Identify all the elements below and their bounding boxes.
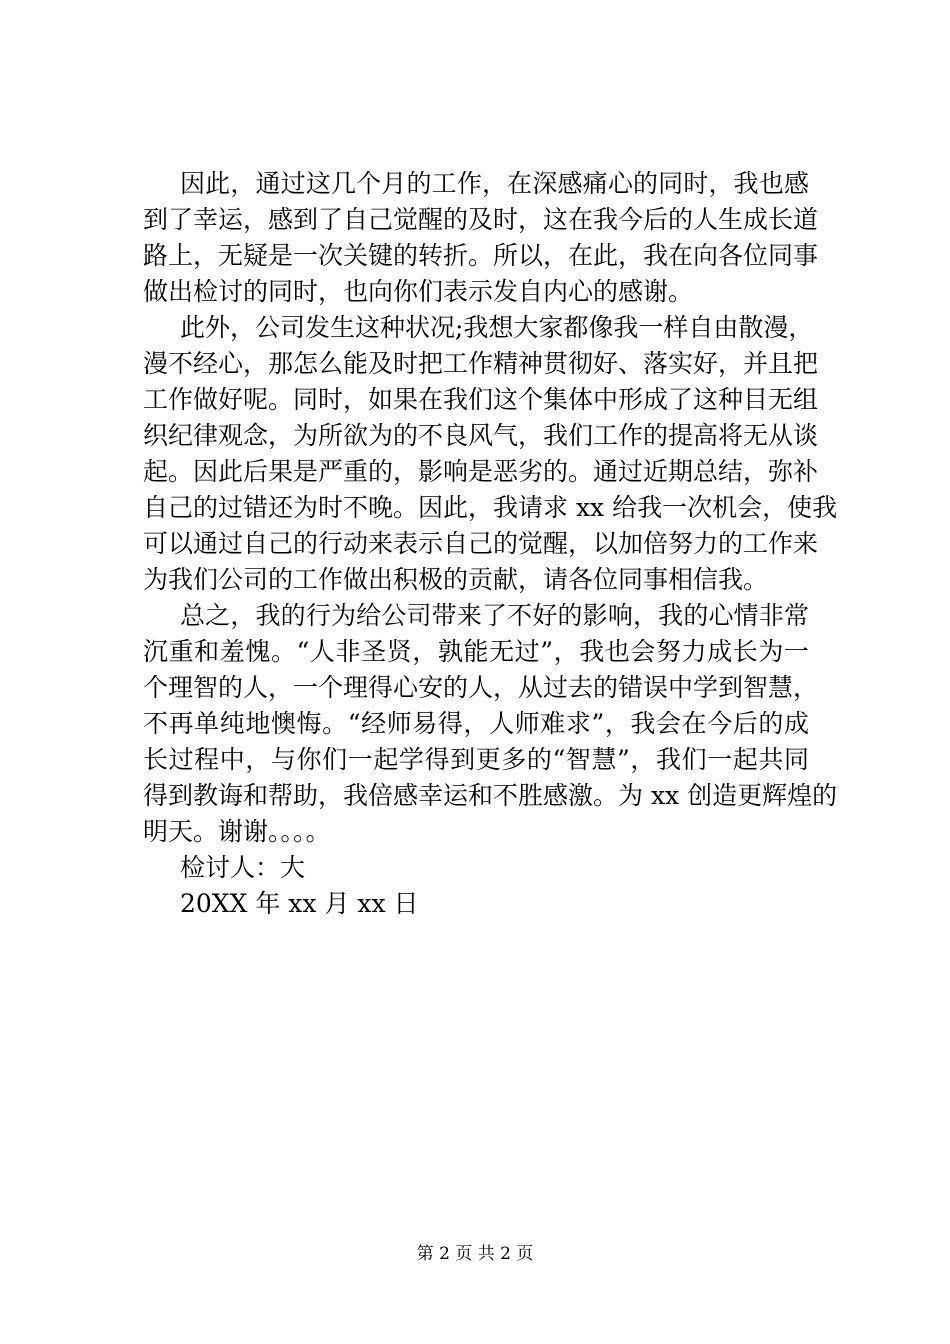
paragraph-2-line-1: 此外，公司发生这种状况;我想大家都像我一样自由散漫， (180, 313, 814, 342)
paragraph-1-line-1: 因此，通过这几个月的工作，在深感痛心的同时，我也感 (180, 169, 809, 198)
paragraph-3-line-3: 个理智的人，一个理得心安的人，从过去的错误中学到智慧， (143, 673, 819, 702)
date-line: 20XX 年 xx 月 xx 日 (180, 889, 419, 918)
paragraph-3-line-4: 不再单纯地懊悔。“经师易得，人师难求”，我会在今后的成 (143, 709, 809, 738)
paragraph-3-line-5: 长过程中，与你们一起学得到更多的“智慧”，我们一起共同 (143, 745, 809, 774)
paragraph-2-line-3: 工作做好呢。同时，如果在我们这个集体中形成了这种目无组 (143, 385, 819, 414)
paragraph-3-line-2: 沉重和羞愧。“人非圣贤，孰能无过”，我也会努力成长为一 (143, 637, 809, 666)
paragraph-3-line-6: 得到教诲和帮助，我倍感幸运和不胜感激。为 xx 创造更辉煌的 (143, 781, 838, 810)
paragraph-1-line-2: 到了幸运，感到了自己觉醒的及时，这在我今后的人生成长道 (143, 205, 819, 234)
paragraph-1-line-3: 路上，无疑是一次关键的转折。所以，在此，我在向各位同事 (143, 241, 819, 270)
paragraph-2-line-2: 漫不经心，那怎么能及时把工作精神贯彻好、落实好，并且把 (143, 349, 819, 378)
page-number-label: 第 2 页 共 2 页 (416, 1244, 534, 1264)
document-body (143, 166, 838, 922)
paragraph-2-line-8: 为我们公司的工作做出积极的贡献，请各位同事相信我。 (143, 565, 769, 594)
paragraph-3-line-7: 明天。谢谢。。。。 (143, 817, 331, 846)
paragraph-2-line-6: 自己的过错还为时不晚。因此，我请求 xx 给我一次机会，使我 (143, 493, 838, 522)
paragraph-2-line-4: 织纪律观念，为所欲为的不良风气，我们工作的提高将无从谈 (143, 421, 819, 450)
paragraph-2-line-5: 起。因此后果是严重的，影响是恶劣的。通过近期总结，弥补 (143, 457, 819, 486)
signature-line: 检讨人：大 (180, 853, 306, 882)
paragraph-2-line-7: 可以通过自己的行动来表示自己的觉醒，以加倍努力的工作来 (143, 529, 819, 558)
page-footer (0, 1242, 950, 1266)
paragraph-1-line-4: 做出检讨的同时，也向你们表示发自内心的感谢。 (143, 277, 694, 306)
paragraph-3-line-1: 总之，我的行为给公司带来了不好的影响，我的心情非常 (180, 601, 809, 630)
